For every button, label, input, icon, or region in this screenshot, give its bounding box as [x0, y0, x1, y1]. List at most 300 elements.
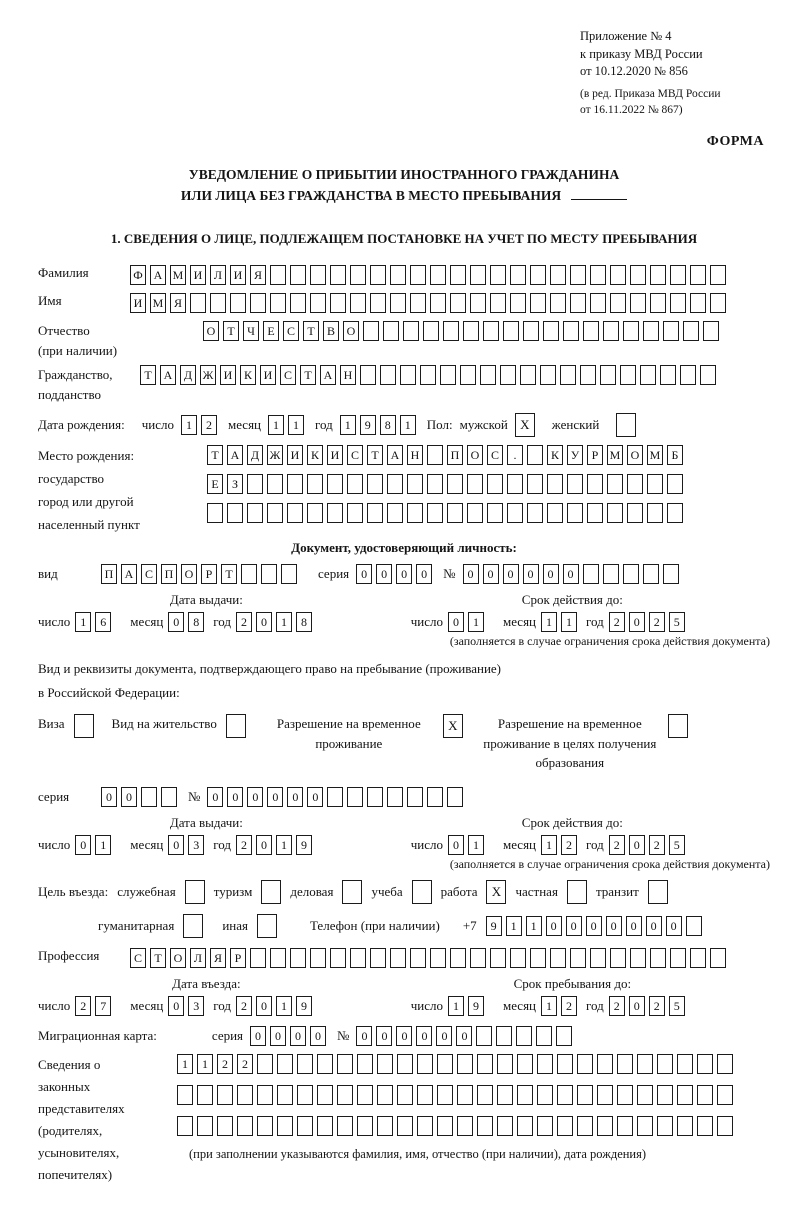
form-cell[interactable]: [537, 1054, 553, 1074]
form-cell[interactable]: [257, 1054, 273, 1074]
form-cell[interactable]: 0: [629, 996, 645, 1016]
form-cell[interactable]: [597, 1054, 613, 1074]
form-cell[interactable]: [477, 1116, 493, 1136]
form-cell[interactable]: [677, 1116, 693, 1136]
form-cell[interactable]: [450, 948, 466, 968]
form-cell[interactable]: Р: [230, 948, 246, 968]
form-cell[interactable]: [427, 474, 443, 494]
form-cell[interactable]: [637, 1085, 653, 1105]
form-cell[interactable]: [500, 365, 516, 385]
form-cell[interactable]: 1: [468, 612, 484, 632]
form-cell[interactable]: [400, 365, 416, 385]
form-cell[interactable]: 0: [168, 612, 184, 632]
form-cell[interactable]: [230, 293, 246, 313]
form-cell[interactable]: [317, 1116, 333, 1136]
form-cell[interactable]: 1: [400, 415, 416, 435]
form-cell[interactable]: [657, 1054, 673, 1074]
form-cell[interactable]: Е: [207, 474, 223, 494]
form-cell[interactable]: 9: [296, 835, 312, 855]
form-cell[interactable]: 1: [276, 612, 292, 632]
form-cell[interactable]: [557, 1054, 573, 1074]
form-cell[interactable]: С: [487, 445, 503, 465]
form-cell[interactable]: В: [323, 321, 339, 341]
form-cell[interactable]: [610, 293, 626, 313]
form-cell[interactable]: [390, 293, 406, 313]
form-cell[interactable]: [270, 948, 286, 968]
form-cell[interactable]: [637, 1116, 653, 1136]
form-cell[interactable]: [560, 365, 576, 385]
form-cell[interactable]: 3: [188, 835, 204, 855]
form-cell[interactable]: [357, 1085, 373, 1105]
form-cell[interactable]: [410, 948, 426, 968]
purpose-business-checkbox[interactable]: [342, 880, 362, 904]
form-cell[interactable]: [450, 293, 466, 313]
form-cell[interactable]: [610, 948, 626, 968]
form-cell[interactable]: 1: [75, 612, 91, 632]
form-cell[interactable]: [403, 321, 419, 341]
form-cell[interactable]: [297, 1054, 313, 1074]
form-cell[interactable]: 1: [197, 1054, 213, 1074]
form-cell[interactable]: [457, 1054, 473, 1074]
form-cell[interactable]: [467, 503, 483, 523]
form-cell[interactable]: [357, 1116, 373, 1136]
form-cell[interactable]: [267, 474, 283, 494]
form-cell[interactable]: 0: [563, 564, 579, 584]
form-cell[interactable]: [480, 365, 496, 385]
form-cell[interactable]: 0: [448, 612, 464, 632]
form-cell[interactable]: 1: [526, 916, 542, 936]
form-cell[interactable]: [250, 948, 266, 968]
form-cell[interactable]: [247, 503, 263, 523]
form-cell[interactable]: [563, 321, 579, 341]
form-cell[interactable]: [683, 321, 699, 341]
form-cell[interactable]: [527, 445, 543, 465]
form-cell[interactable]: 1: [268, 415, 284, 435]
form-cell[interactable]: К: [307, 445, 323, 465]
form-cell[interactable]: [527, 503, 543, 523]
form-cell[interactable]: [407, 787, 423, 807]
form-cell[interactable]: 0: [356, 1026, 372, 1046]
form-cell[interactable]: 3: [188, 996, 204, 1016]
form-cell[interactable]: [297, 1085, 313, 1105]
form-cell[interactable]: [577, 1116, 593, 1136]
form-cell[interactable]: [630, 948, 646, 968]
form-cell[interactable]: [530, 948, 546, 968]
form-cell[interactable]: [387, 787, 403, 807]
form-cell[interactable]: [543, 321, 559, 341]
form-cell[interactable]: [710, 948, 726, 968]
form-cell[interactable]: [660, 365, 676, 385]
form-cell[interactable]: [570, 948, 586, 968]
purpose-humanitarian-checkbox[interactable]: [183, 914, 203, 938]
form-cell[interactable]: С: [347, 445, 363, 465]
form-cell[interactable]: Н: [407, 445, 423, 465]
form-cell[interactable]: [350, 265, 366, 285]
form-cell[interactable]: [447, 787, 463, 807]
form-cell[interactable]: [497, 1116, 513, 1136]
form-cell[interactable]: 1: [288, 415, 304, 435]
form-cell[interactable]: 0: [168, 835, 184, 855]
form-cell[interactable]: [277, 1116, 293, 1136]
form-cell[interactable]: [227, 503, 243, 523]
form-cell[interactable]: 1: [177, 1054, 193, 1074]
form-cell[interactable]: [290, 948, 306, 968]
form-cell[interactable]: [377, 1116, 393, 1136]
form-cell[interactable]: 5: [669, 612, 685, 632]
form-cell[interactable]: [623, 564, 639, 584]
form-cell[interactable]: [330, 265, 346, 285]
form-cell[interactable]: [247, 474, 263, 494]
form-cell[interactable]: 0: [256, 996, 272, 1016]
form-cell[interactable]: 2: [236, 996, 252, 1016]
form-cell[interactable]: [647, 474, 663, 494]
form-cell[interactable]: [370, 293, 386, 313]
form-cell[interactable]: [410, 293, 426, 313]
form-cell[interactable]: [567, 503, 583, 523]
form-cell[interactable]: А: [387, 445, 403, 465]
form-cell[interactable]: [430, 265, 446, 285]
form-cell[interactable]: [397, 1085, 413, 1105]
form-cell[interactable]: [237, 1085, 253, 1105]
form-cell[interactable]: [523, 321, 539, 341]
form-cell[interactable]: [677, 1085, 693, 1105]
form-cell[interactable]: [483, 321, 499, 341]
form-cell[interactable]: 0: [566, 916, 582, 936]
form-cell[interactable]: [697, 1054, 713, 1074]
form-cell[interactable]: Т: [221, 564, 237, 584]
form-cell[interactable]: 0: [629, 612, 645, 632]
form-cell[interactable]: [437, 1116, 453, 1136]
form-cell[interactable]: 1: [541, 996, 557, 1016]
form-cell[interactable]: [530, 265, 546, 285]
form-cell[interactable]: О: [203, 321, 219, 341]
form-cell[interactable]: [281, 564, 297, 584]
form-cell[interactable]: И: [287, 445, 303, 465]
form-cell[interactable]: [590, 265, 606, 285]
form-cell[interactable]: [590, 293, 606, 313]
form-cell[interactable]: [290, 293, 306, 313]
form-cell[interactable]: 2: [649, 996, 665, 1016]
form-cell[interactable]: [657, 1116, 673, 1136]
form-cell[interactable]: Я: [210, 948, 226, 968]
form-cell[interactable]: [607, 474, 623, 494]
form-cell[interactable]: 6: [95, 612, 111, 632]
form-cell[interactable]: 0: [376, 564, 392, 584]
form-cell[interactable]: [357, 1054, 373, 1074]
form-cell[interactable]: [603, 321, 619, 341]
form-cell[interactable]: [650, 948, 666, 968]
form-cell[interactable]: [637, 1054, 653, 1074]
form-cell[interactable]: [367, 503, 383, 523]
form-cell[interactable]: [597, 1085, 613, 1105]
form-cell[interactable]: [570, 293, 586, 313]
form-cell[interactable]: [650, 293, 666, 313]
form-cell[interactable]: Е: [263, 321, 279, 341]
form-cell[interactable]: [607, 503, 623, 523]
form-cell[interactable]: [297, 1116, 313, 1136]
form-cell[interactable]: [577, 1085, 593, 1105]
form-cell[interactable]: М: [150, 293, 166, 313]
form-cell[interactable]: 1: [468, 835, 484, 855]
form-cell[interactable]: [317, 1085, 333, 1105]
form-cell[interactable]: [277, 1054, 293, 1074]
sex-female-checkbox[interactable]: [616, 413, 636, 437]
form-cell[interactable]: [556, 1026, 572, 1046]
form-cell[interactable]: [540, 365, 556, 385]
form-cell[interactable]: [583, 321, 599, 341]
form-cell[interactable]: [463, 321, 479, 341]
form-cell[interactable]: П: [161, 564, 177, 584]
form-cell[interactable]: [457, 1116, 473, 1136]
form-cell[interactable]: [210, 293, 226, 313]
form-cell[interactable]: [667, 503, 683, 523]
form-cell[interactable]: [547, 474, 563, 494]
form-cell[interactable]: [496, 1026, 512, 1046]
form-cell[interactable]: 0: [483, 564, 499, 584]
form-cell[interactable]: И: [327, 445, 343, 465]
form-cell[interactable]: 0: [290, 1026, 306, 1046]
form-cell[interactable]: 8: [188, 612, 204, 632]
form-cell[interactable]: [477, 1054, 493, 1074]
form-cell[interactable]: [497, 1054, 513, 1074]
form-cell[interactable]: [327, 474, 343, 494]
form-cell[interactable]: [680, 365, 696, 385]
form-cell[interactable]: Т: [367, 445, 383, 465]
sex-male-checkbox[interactable]: X: [515, 413, 535, 437]
form-cell[interactable]: [417, 1054, 433, 1074]
form-cell[interactable]: [410, 265, 426, 285]
form-cell[interactable]: [617, 1054, 633, 1074]
form-cell[interactable]: 0: [629, 835, 645, 855]
form-cell[interactable]: [383, 321, 399, 341]
form-cell[interactable]: [427, 445, 443, 465]
form-cell[interactable]: [567, 474, 583, 494]
form-cell[interactable]: [417, 1116, 433, 1136]
form-cell[interactable]: [397, 1116, 413, 1136]
form-cell[interactable]: [377, 1085, 393, 1105]
form-cell[interactable]: [663, 564, 679, 584]
form-cell[interactable]: Ж: [200, 365, 216, 385]
form-cell[interactable]: 1: [276, 835, 292, 855]
purpose-study-checkbox[interactable]: [412, 880, 432, 904]
form-cell[interactable]: 0: [101, 787, 117, 807]
form-cell[interactable]: [470, 948, 486, 968]
form-cell[interactable]: 0: [75, 835, 91, 855]
form-cell[interactable]: [643, 321, 659, 341]
form-cell[interactable]: [261, 564, 277, 584]
form-cell[interactable]: .: [507, 445, 523, 465]
form-cell[interactable]: 2: [561, 996, 577, 1016]
form-cell[interactable]: С: [141, 564, 157, 584]
form-cell[interactable]: [527, 474, 543, 494]
form-cell[interactable]: 1: [561, 612, 577, 632]
form-cell[interactable]: 2: [649, 835, 665, 855]
form-cell[interactable]: [270, 293, 286, 313]
form-cell[interactable]: [476, 1026, 492, 1046]
form-cell[interactable]: [407, 474, 423, 494]
form-cell[interactable]: [697, 1116, 713, 1136]
form-cell[interactable]: [141, 787, 157, 807]
form-cell[interactable]: [197, 1085, 213, 1105]
form-cell[interactable]: 2: [609, 835, 625, 855]
form-cell[interactable]: 0: [396, 1026, 412, 1046]
form-cell[interactable]: [317, 1054, 333, 1074]
form-cell[interactable]: 2: [201, 415, 217, 435]
form-cell[interactable]: 2: [609, 612, 625, 632]
form-cell[interactable]: Т: [300, 365, 316, 385]
form-cell[interactable]: [516, 1026, 532, 1046]
form-cell[interactable]: [330, 948, 346, 968]
form-cell[interactable]: [717, 1085, 733, 1105]
form-cell[interactable]: И: [230, 265, 246, 285]
form-cell[interactable]: [397, 1054, 413, 1074]
form-cell[interactable]: М: [647, 445, 663, 465]
form-cell[interactable]: [367, 787, 383, 807]
form-cell[interactable]: О: [181, 564, 197, 584]
form-cell[interactable]: [507, 474, 523, 494]
form-cell[interactable]: [536, 1026, 552, 1046]
form-cell[interactable]: [477, 1085, 493, 1105]
form-cell[interactable]: А: [160, 365, 176, 385]
form-cell[interactable]: 5: [669, 996, 685, 1016]
form-cell[interactable]: [250, 293, 266, 313]
form-cell[interactable]: Л: [210, 265, 226, 285]
form-cell[interactable]: С: [280, 365, 296, 385]
form-cell[interactable]: [443, 321, 459, 341]
form-cell[interactable]: [657, 1085, 673, 1105]
form-cell[interactable]: 0: [463, 564, 479, 584]
form-cell[interactable]: 2: [217, 1054, 233, 1074]
form-cell[interactable]: [337, 1116, 353, 1136]
form-cell[interactable]: 9: [296, 996, 312, 1016]
form-cell[interactable]: П: [101, 564, 117, 584]
form-cell[interactable]: З: [227, 474, 243, 494]
form-cell[interactable]: 1: [276, 996, 292, 1016]
form-cell[interactable]: 0: [396, 564, 412, 584]
purpose-transit-checkbox[interactable]: [648, 880, 668, 904]
form-cell[interactable]: А: [320, 365, 336, 385]
form-cell[interactable]: [310, 948, 326, 968]
form-cell[interactable]: [447, 474, 463, 494]
form-cell[interactable]: [520, 365, 536, 385]
form-cell[interactable]: [570, 265, 586, 285]
form-cell[interactable]: [517, 1054, 533, 1074]
form-cell[interactable]: Ч: [243, 321, 259, 341]
form-cell[interactable]: [390, 265, 406, 285]
form-cell[interactable]: [670, 293, 686, 313]
form-cell[interactable]: [161, 787, 177, 807]
form-cell[interactable]: [370, 265, 386, 285]
form-cell[interactable]: [690, 948, 706, 968]
form-cell[interactable]: [427, 503, 443, 523]
form-cell[interactable]: [310, 265, 326, 285]
form-cell[interactable]: 0: [356, 564, 372, 584]
form-cell[interactable]: 0: [307, 787, 323, 807]
form-cell[interactable]: [503, 321, 519, 341]
form-cell[interactable]: [537, 1085, 553, 1105]
form-cell[interactable]: 0: [503, 564, 519, 584]
form-cell[interactable]: 1: [541, 612, 557, 632]
form-cell[interactable]: [497, 1085, 513, 1105]
form-cell[interactable]: 0: [606, 916, 622, 936]
form-cell[interactable]: 7: [95, 996, 111, 1016]
form-cell[interactable]: Д: [180, 365, 196, 385]
form-cell[interactable]: [327, 787, 343, 807]
form-cell[interactable]: [310, 293, 326, 313]
form-cell[interactable]: К: [547, 445, 563, 465]
form-cell[interactable]: [380, 365, 396, 385]
purpose-other-checkbox[interactable]: [257, 914, 277, 938]
form-cell[interactable]: М: [607, 445, 623, 465]
form-cell[interactable]: И: [220, 365, 236, 385]
form-cell[interactable]: [447, 503, 463, 523]
form-cell[interactable]: 0: [121, 787, 137, 807]
form-cell[interactable]: Р: [201, 564, 217, 584]
form-cell[interactable]: [387, 503, 403, 523]
form-cell[interactable]: [550, 265, 566, 285]
form-cell[interactable]: [177, 1085, 193, 1105]
form-cell[interactable]: [603, 564, 619, 584]
form-cell[interactable]: 1: [541, 835, 557, 855]
form-cell[interactable]: Я: [170, 293, 186, 313]
temp-residence-checkbox[interactable]: X: [443, 714, 463, 738]
form-cell[interactable]: [557, 1085, 573, 1105]
form-cell[interactable]: Д: [247, 445, 263, 465]
form-cell[interactable]: [337, 1054, 353, 1074]
form-cell[interactable]: [510, 948, 526, 968]
form-cell[interactable]: [257, 1116, 273, 1136]
form-cell[interactable]: 1: [506, 916, 522, 936]
form-cell[interactable]: [490, 293, 506, 313]
form-cell[interactable]: Ж: [267, 445, 283, 465]
form-cell[interactable]: [517, 1116, 533, 1136]
form-cell[interactable]: А: [121, 564, 137, 584]
form-cell[interactable]: [377, 1054, 393, 1074]
form-cell[interactable]: [420, 365, 436, 385]
form-cell[interactable]: [677, 1054, 693, 1074]
form-cell[interactable]: О: [343, 321, 359, 341]
form-cell[interactable]: [360, 365, 376, 385]
form-cell[interactable]: [597, 1116, 613, 1136]
form-cell[interactable]: [517, 1085, 533, 1105]
form-cell[interactable]: [347, 474, 363, 494]
form-cell[interactable]: [177, 1116, 193, 1136]
form-cell[interactable]: [470, 293, 486, 313]
form-cell[interactable]: [640, 365, 656, 385]
form-cell[interactable]: [670, 948, 686, 968]
form-cell[interactable]: [690, 293, 706, 313]
form-cell[interactable]: О: [170, 948, 186, 968]
form-cell[interactable]: 2: [236, 612, 252, 632]
form-cell[interactable]: [267, 503, 283, 523]
form-cell[interactable]: М: [170, 265, 186, 285]
form-cell[interactable]: Т: [140, 365, 156, 385]
form-cell[interactable]: [537, 1116, 553, 1136]
form-cell[interactable]: Л: [190, 948, 206, 968]
form-cell[interactable]: 0: [546, 916, 562, 936]
form-cell[interactable]: 1: [95, 835, 111, 855]
form-cell[interactable]: 0: [666, 916, 682, 936]
form-cell[interactable]: И: [130, 293, 146, 313]
form-cell[interactable]: [430, 948, 446, 968]
form-cell[interactable]: 0: [436, 1026, 452, 1046]
form-cell[interactable]: [407, 503, 423, 523]
form-cell[interactable]: Ф: [130, 265, 146, 285]
form-cell[interactable]: [590, 948, 606, 968]
form-cell[interactable]: Р: [587, 445, 603, 465]
form-cell[interactable]: 0: [646, 916, 662, 936]
form-cell[interactable]: [650, 265, 666, 285]
